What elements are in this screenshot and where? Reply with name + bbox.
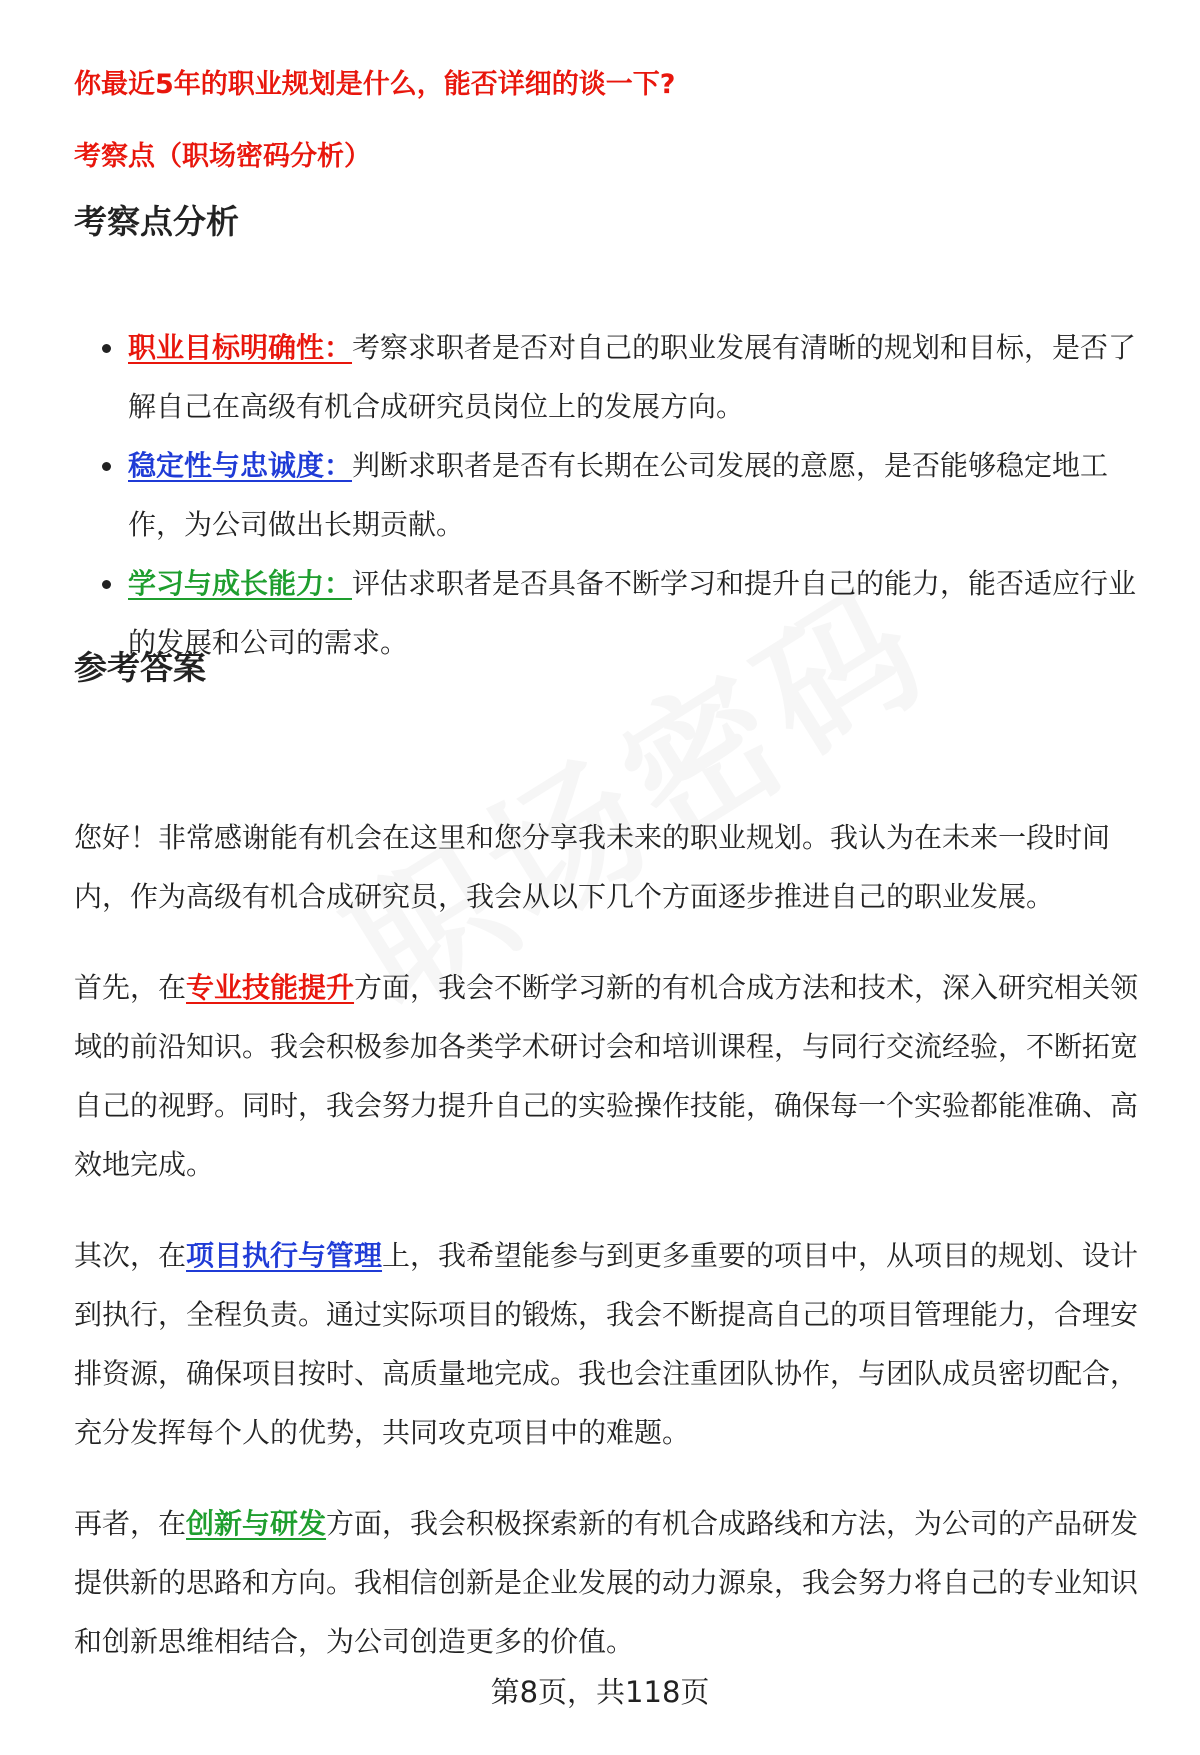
paragraph-text: 其次，在	[74, 1239, 187, 1272]
answer-intro: 您好！非常感谢能有机会在这里和您分享我未来的职业规划。我认为在未来一段时间内，作为高级有机合成研究员，我会从以下几个方面逐步推进自己的职业发展。	[74, 821, 1111, 913]
paragraph-keyword: 创新与研发	[186, 1507, 327, 1540]
paragraph-text: 方面，我会不断学习新的有机合成方法和技术，深入研究相关领域的前沿知识。我会积极参加各类学术研讨会和培训课程，与同行交流经验，不断拓宽自己的视野。同时，我会努力提升自己的实验操作技能，确保每一个实验都能准确、高效地完成。	[74, 971, 1139, 1181]
analysis-item	[74, 318, 1148, 436]
analysis-text: 评估求职者是否具备不断学习和提升自己的能力，能否适应行业的发展和公司的需求。	[128, 567, 1137, 659]
question-title: 你最近5年的职业规划是什么，能否详细的谈一下?	[74, 69, 676, 100]
answer-paragraph	[74, 1226, 1148, 1462]
paragraph-keyword: 专业技能提升	[186, 971, 355, 1004]
bullet-icon	[102, 344, 111, 353]
paragraph-text: 再者，在	[74, 1507, 187, 1540]
paragraph-text: 上，我希望能参与到更多重要的项目中，从项目的规划、设计到执行，全程负责。通过实际项目的锻炼，我会不断提高自己的项目管理能力，合理安排资源，确保项目按时、高质量地完成。我也会注重团队协作，与团队成员密切配合，充分发挥每个人的优势，共同攻克项目中的难题。	[74, 1239, 1139, 1449]
page-number: 第8页，共118页	[490, 1675, 710, 1709]
analysis-item	[74, 436, 1148, 554]
paragraph-keyword: 项目执行与管理	[186, 1239, 383, 1272]
answer-paragraph	[74, 958, 1148, 1194]
analysis-text: 判断求职者是否有长期在公司发展的意愿，是否能够稳定地工作，为公司做出长期贡献。	[128, 449, 1109, 541]
analysis-item	[74, 554, 1148, 672]
analysis-heading: 考察点分析	[74, 202, 239, 241]
analysis-keyword: 职业目标明确性：	[128, 331, 353, 364]
answer-paragraph	[74, 1494, 1148, 1671]
analysis-keyword: 稳定性与忠诚度：	[128, 449, 353, 482]
analysis-text: 考察求职者是否对自己的职业发展有清晰的规划和目标，是否了解自己在高级有机合成研究员岗位上的发展方向。	[128, 331, 1137, 423]
paragraph-text: 首先，在	[74, 971, 187, 1004]
bullet-icon	[102, 580, 111, 589]
answer-heading: 参考答案	[74, 648, 206, 687]
analysis-keyword: 学习与成长能力：	[128, 567, 353, 600]
question-subtitle: 考察点（职场密码分析）	[74, 141, 371, 172]
paragraph-text: 方面，我会积极探索新的有机合成路线和方法，为公司的产品研发提供新的思路和方向。我相信创新是企业发展的动力源泉，我会努力将自己的专业知识和创新思维相结合，为公司创造更多的价值。	[74, 1507, 1139, 1658]
analysis-list	[74, 318, 1148, 672]
bullet-icon	[102, 462, 111, 471]
